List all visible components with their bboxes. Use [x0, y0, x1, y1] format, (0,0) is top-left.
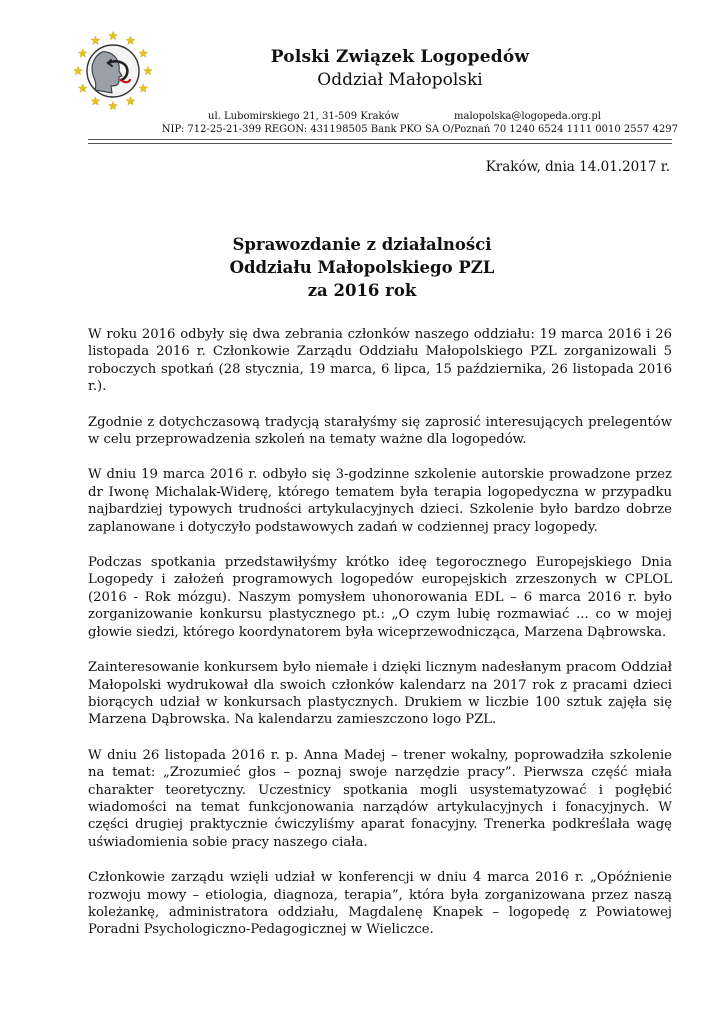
document-title: [100, 233, 624, 302]
logo-star-icon: [144, 66, 153, 74]
street-address: ul. Lubomirskiego 21, 31-509 Kraków: [208, 111, 400, 122]
logo-star-icon: [74, 66, 83, 74]
logo-star-icon: [78, 84, 87, 92]
title-line: Oddziału Małopolskiego PZL: [229, 258, 495, 277]
registry-line: NIP: 712-25-21-399 REGON: 431198505 Bank PKO SA O/Poznań 70 1240 6524 1111 0010 2557 4297: [161, 124, 678, 135]
email-address: malopolska@logopeda.org.pl: [454, 111, 601, 122]
paragraph: W dniu 19 marca 2016 r. odbyło się 3-godzinne szkolenie autorskie prowadzone przez dr Iwonę Michalak-Widerę, którego tematem była terapia logopedyczna w przypadku najbardziej typowych trudności artykulacyjnych dzieci. Szkolenie było bardzo dobrze zaplanowane i dotyczyło podstawowych zadań w codziennej pracy logopedy.: [88, 467, 672, 535]
title-line: za 2016 rok: [307, 281, 417, 300]
logo-star-icon: [78, 49, 87, 57]
logo-star-icon: [139, 49, 148, 57]
paragraph: Podczas spotkania przedstawiłyśmy krótko ideę tegorocznego Europejskiego Dnia Logopedy i założeń programowych logopedów europejskich zrzeszonych w CPLOL (2016 - Rok mózgu). Naszym pomysłem uhonorowania EDL – 6 marca 2016 r. było zorganizowanie konkursu plastycznego pt.: „O czym lubię rozmawiać ... co w mojej głowie siedzi, którego koordynatorem była wiceprzewodnicząca, Marzena Dąbrowska.: [88, 555, 672, 640]
paragraph: Zainteresowanie konkursem było niemałe i dzięki licznym nadesłanym pracom Oddział Małopolski wydrukował dla swoich członków kalendarz na 2017 rok z pracami dzieci biorących udział w konkursach plastycznych. Drukiem w liczbie 100 sztuk zajęła się Marzena Dąbrowska. Na kalendarzu zamieszczono logo PZL.: [88, 660, 672, 728]
pzl-logo-icon: [72, 30, 154, 112]
organization-name: Polski Związek Logopedów: [270, 47, 530, 67]
paragraph: Członkowie zarządu wzięli udział w konferencji w dniu 4 marca 2016 r. „Opóźnienie rozwoju mowy – etiologia, diagnoza, terapia”, która była zorganizowana przez naszą koleżankę, administratora oddziału, Magdalenę Knapek – logopedę z Powiatowej Poradni Psychologiczno-Pedagogicznej w Wieliczce.: [88, 870, 672, 938]
logo-star-icon: [109, 31, 118, 39]
logo-star-icon: [126, 36, 135, 44]
organization-branch: Oddział Małopolski: [317, 70, 483, 90]
logo-star-icon: [91, 36, 100, 44]
logo-star-icon: [139, 84, 148, 92]
logo-star-icon: [126, 97, 135, 105]
header-divider: [88, 139, 672, 144]
paragraph: W dniu 26 listopada 2016 r. p. Anna Madej – trener wokalny, poprowadziła szkolenie na temat: „Zrozumieć głos – poznaj swoje narzędzie pracy”. Pierwsza część miała charakter teoretyczny. Uczestnicy spotkania mogli usystematyzować i pogłębić wiadomości na temat funkcjonowania narządów artykulacyjnych i fonacyjnych. W części drugiej praktycznie ćwiczyliśmy aparat fonacyjny. Trenerka podkreślała wagę uświadomienia sobie pracy naszego ciała.: [88, 747, 672, 850]
paragraph: W roku 2016 odbyły się dwa zebrania członków naszego oddziału: 19 marca 2016 i 26 listopada 2016 r. Członkowie Zarządu Oddziału Małopolskiego PZL zorganizowali 5 roboczych spotkań (28 stycznia, 19 marca, 6 lipca, 15 października, 26 listopada 2016 r.).: [88, 327, 672, 395]
report-body: [88, 326, 672, 957]
pzl-logo: [72, 30, 154, 112]
title-line: Sprawozdanie z działalności: [232, 235, 492, 254]
paragraph: Zgodnie z dotychczasową tradycją starałyśmy się zaprosić interesujących prelegentów w celu przeprowadzenia szkoleń na tematy ważne dla logopedów.: [88, 414, 672, 448]
logo-star-icon: [109, 101, 118, 109]
document-date: Kraków, dnia 14.01.2017 r.: [485, 159, 670, 175]
logo-star-icon: [91, 97, 100, 105]
